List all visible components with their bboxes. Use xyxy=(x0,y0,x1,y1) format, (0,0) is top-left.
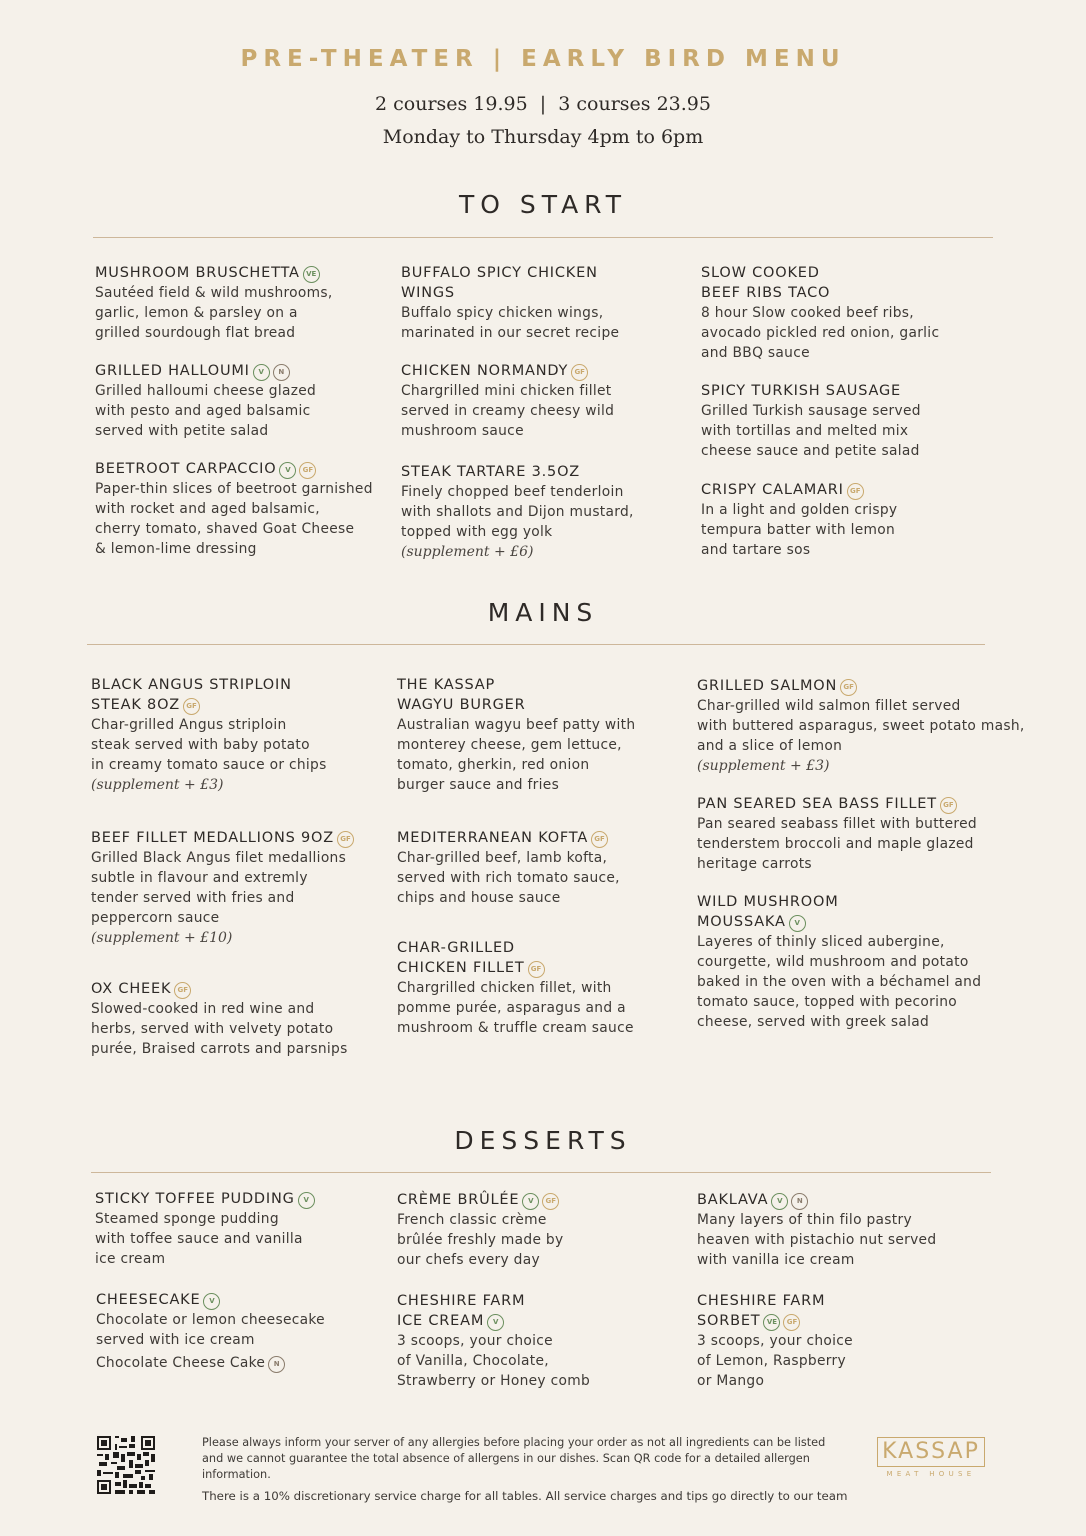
menu-item-name-text: BUFFALO SPICY CHICKEN WINGS xyxy=(401,265,598,301)
gf-badge-icon: GF xyxy=(183,698,200,715)
menu-item xyxy=(697,676,1057,776)
v-badge-icon: V xyxy=(253,364,270,381)
ve-badge-icon: VE xyxy=(303,266,320,283)
menu-item-name xyxy=(91,979,391,999)
v-badge-icon: V xyxy=(203,1293,220,1310)
menu-item-supplement: (supplement + £6) xyxy=(401,544,534,560)
v-badge-icon: V xyxy=(279,462,296,479)
gf-badge-icon: GF xyxy=(783,1314,800,1331)
section-divider xyxy=(91,1172,991,1173)
ve-badge-icon: VE xyxy=(763,1314,780,1331)
menu-item-description: Grilled Black Angus filet medallions subtle in flavour and extremly tender served with fries and peppercorn sauce xyxy=(91,850,347,926)
menu-item xyxy=(96,1290,376,1373)
menu-item-name-text: CHEESECAKE xyxy=(96,1292,201,1308)
menu-item-description: Chargrilled chicken fillet, with pomme purée, asparagus and a mushroom & truffle cream sauce xyxy=(397,980,634,1036)
menu-item-extra-text: Chocolate Cheese Cake xyxy=(96,1355,266,1371)
section-title-starters: TO START xyxy=(458,190,628,219)
menu-item-description: Char-grilled wild salmon fillet served with buttered asparagus, sweet potato mash, and a slice of lemon xyxy=(697,698,1025,754)
kassap-logo xyxy=(877,1437,987,1482)
menu-item-name-text: THE KASSAP WAGYU BURGER xyxy=(397,677,526,713)
menu-item-name xyxy=(95,263,385,283)
menu-item-description: Buffalo spicy chicken wings, marinated in our secret recipe xyxy=(401,305,620,341)
menu-item-name-text: CHESHIRE FARM SORBET xyxy=(697,1293,826,1329)
menu-item-name-text: WILD MUSHROOM MOUSSAKA xyxy=(697,894,839,930)
menu-item-description: 8 hour Slow cooked beef ribs, avocado pickled red onion, garlic and BBQ sauce xyxy=(701,305,940,361)
menu-item-description: Many layers of thin filo pastry heaven with pistachio nut served with vanilla ice cream xyxy=(697,1212,937,1268)
section-title-mains: MAINS xyxy=(487,598,599,627)
menu-item xyxy=(95,459,395,559)
menu-item-description: Grilled halloumi cheese glazed with pesto and aged balsamic served with petite salad xyxy=(95,383,317,439)
allergy-notice: Please always inform your server of any allergies before placing your order as not all ingredients can be listed and we cannot guarantee the total absence of allergens in our dishes. Scan QR code for a detailed allergen information. xyxy=(202,1436,826,1481)
menu-item xyxy=(397,938,697,1038)
menu-item-name xyxy=(95,459,395,479)
menu-item xyxy=(401,263,681,343)
n-badge-icon: N xyxy=(273,364,290,381)
menu-item-name-text: GRILLED SALMON xyxy=(697,678,838,694)
menu-item-extra xyxy=(96,1353,376,1373)
menu-item xyxy=(701,480,991,560)
v-badge-icon: V xyxy=(522,1193,539,1210)
menu-item-description: Finely chopped beef tenderloin with shallots and Dijon mustard, topped with egg yolk xyxy=(401,484,634,540)
menu-item-description: Steamed sponge pudding with toffee sauce and vanilla ice cream xyxy=(95,1211,303,1267)
menu-item-name-text: PAN SEARED SEA BASS FILLET xyxy=(697,796,937,812)
menu-item-name-text: BEETROOT CARPACCIO xyxy=(95,461,277,477)
menu-item-name xyxy=(95,361,385,381)
menu-item-description: Pan seared seabass fillet with buttered tenderstem broccoli and maple glazed heritage carrots xyxy=(697,816,977,872)
n-badge-icon: N xyxy=(268,1356,285,1373)
menu-item-name xyxy=(701,263,991,303)
menu-item xyxy=(91,979,391,1059)
section-divider xyxy=(87,644,985,645)
menu-item-description: Char-grilled beef, lamb kofta, served with rich tomato sauce, chips and house sauce xyxy=(397,850,620,906)
menu-item-description: Chocolate or lemon cheesecake served with ice cream xyxy=(96,1312,325,1348)
menu-item xyxy=(697,1291,977,1391)
menu-item-name-text: CHESHIRE FARM ICE CREAM xyxy=(397,1293,526,1329)
menu-item-name xyxy=(397,828,697,848)
menu-item xyxy=(697,1190,977,1270)
service-charge-notice: There is a 10% discretionary service charge for all tables. All service charges and tips go directly to our team xyxy=(202,1489,848,1503)
menu-item-name xyxy=(96,1290,376,1310)
gf-badge-icon: GF xyxy=(528,961,545,978)
menu-item-name-text: STEAK TARTARE 3.5OZ xyxy=(401,464,581,480)
menu-item-name xyxy=(697,1291,977,1331)
menu-item xyxy=(397,675,697,795)
menu-item-name xyxy=(697,892,1057,932)
menu-prices: 2 courses 19.95 | 3 courses 23.95 xyxy=(375,93,711,115)
menu-item-name-text: GRILLED HALLOUMI xyxy=(95,363,250,379)
menu-item xyxy=(91,828,391,948)
menu-item-name xyxy=(697,676,1057,696)
menu-item xyxy=(397,1190,677,1270)
section-divider xyxy=(93,237,993,238)
menu-item xyxy=(91,675,391,795)
v-badge-icon: V xyxy=(298,1192,315,1209)
menu-item-name xyxy=(701,381,991,401)
menu-item-name-text: CRÈME BRÛLÉE xyxy=(397,1192,520,1208)
menu-item-name xyxy=(697,794,1057,814)
gf-badge-icon: GF xyxy=(571,364,588,381)
menu-item xyxy=(397,1291,677,1391)
menu-item-name xyxy=(401,462,681,482)
menu-item-name xyxy=(697,1190,977,1210)
menu-item-name-text: SLOW COOKED BEEF RIBS TACO xyxy=(701,265,831,301)
menu-item-description: 3 scoops, your choice of Vanilla, Chocolate, Strawberry or Honey comb xyxy=(397,1333,590,1389)
menu-item-name-text: MEDITERRANEAN KOFTA xyxy=(397,830,589,846)
logo-subtitle: MEAT HOUSE xyxy=(886,1470,976,1478)
gf-badge-icon: GF xyxy=(847,483,864,500)
menu-item xyxy=(697,892,1057,1032)
menu-item-name-text: CHAR-GRILLED CHICKEN FILLET xyxy=(397,940,525,976)
menu-item-name xyxy=(95,1189,375,1209)
menu-item-name-text: BLACK ANGUS STRIPLOIN STEAK 8OZ xyxy=(91,677,292,713)
menu-title: PRE-THEATER | EARLY BIRD MENU xyxy=(240,46,846,72)
menu-item-supplement: (supplement + £3) xyxy=(697,758,830,774)
menu-item-description: Sautéed field & wild mushrooms, garlic, lemon & parsley on a grilled sourdough flat bread xyxy=(95,285,333,341)
menu-item xyxy=(397,828,697,908)
menu-item-description: Char-grilled Angus striploin steak served with baby potato in creamy tomato sauce or chips xyxy=(91,717,327,773)
menu-item xyxy=(701,381,991,461)
menu-item-name xyxy=(401,361,681,381)
menu-item-description: French classic crème brûlée freshly made by our chefs every day xyxy=(397,1212,564,1268)
qr-code-icon[interactable] xyxy=(97,1436,155,1494)
menu-days: Monday to Thursday 4pm to 6pm xyxy=(382,126,704,148)
menu-item-name xyxy=(397,1291,677,1331)
menu-item-description: Layeres of thinly sliced aubergine, courgette, wild mushroom and potato baked in the oven with a béchamel and tomato sauce, topped with pecorino cheese, served with greek salad xyxy=(697,934,982,1030)
menu-item xyxy=(697,794,1057,874)
menu-item-description: Paper-thin slices of beetroot garnished with rocket and aged balsamic, cherry tomato, shaved Goat Cheese & lemon-lime dressing xyxy=(95,481,373,557)
gf-badge-icon: GF xyxy=(840,679,857,696)
menu-item-name-text: BAKLAVA xyxy=(697,1192,769,1208)
v-badge-icon: V xyxy=(487,1314,504,1331)
gf-badge-icon: GF xyxy=(299,462,316,479)
menu-item-name xyxy=(701,480,991,500)
menu-item-name xyxy=(401,263,681,303)
menu-item-name xyxy=(397,938,697,978)
menu-item-description: Slowed-cooked in red wine and herbs, served with velvety potato purée, Braised carrots and parsnips xyxy=(91,1001,348,1057)
gf-badge-icon: GF xyxy=(174,982,191,999)
menu-item-name xyxy=(91,675,391,715)
menu-item-name xyxy=(397,1190,677,1210)
menu-item xyxy=(95,361,385,441)
menu-item-name-text: MUSHROOM BRUSCHETTA xyxy=(95,265,300,281)
menu-item-name-text: STICKY TOFFEE PUDDING xyxy=(95,1191,295,1207)
menu-item-name-text: SPICY TURKISH SAUSAGE xyxy=(701,383,901,399)
menu-item-supplement: (supplement + £10) xyxy=(91,930,233,946)
gf-badge-icon: GF xyxy=(542,1193,559,1210)
menu-item-supplement: (supplement + £3) xyxy=(91,777,224,793)
menu-item-name-text: CRISPY CALAMARI xyxy=(701,482,844,498)
menu-item-name xyxy=(91,828,391,848)
menu-item-description: In a light and golden crispy tempura batter with lemon and tartare sos xyxy=(701,502,898,558)
menu-item-name xyxy=(397,675,697,715)
gf-badge-icon: GF xyxy=(940,797,957,814)
menu-item xyxy=(95,263,385,343)
menu-item xyxy=(701,263,991,363)
logo-name: KASSAP xyxy=(877,1437,985,1467)
v-badge-icon: V xyxy=(771,1193,788,1210)
menu-item-name-text: BEEF FILLET MEDALLIONS 9OZ xyxy=(91,830,335,846)
gf-badge-icon: GF xyxy=(591,831,608,848)
menu-item-name-text: OX CHEEK xyxy=(91,981,172,997)
menu-item xyxy=(401,462,681,562)
menu-item xyxy=(401,361,681,441)
n-badge-icon: N xyxy=(791,1193,808,1210)
menu-item-description: Australian wagyu beef patty with monterey cheese, gem lettuce, tomato, gherkin, red onion burger sauce and fries xyxy=(397,717,636,793)
v-badge-icon: V xyxy=(789,915,806,932)
menu-item-description: Grilled Turkish sausage served with tortillas and melted mix cheese sauce and petite salad xyxy=(701,403,921,459)
gf-badge-icon: GF xyxy=(337,831,354,848)
menu-item-description: Chargrilled mini chicken fillet served in creamy cheesy wild mushroom sauce xyxy=(401,383,615,439)
menu-item xyxy=(95,1189,375,1269)
section-title-desserts: DESSERTS xyxy=(454,1126,632,1155)
menu-item-description: 3 scoops, your choice of Lemon, Raspberry or Mango xyxy=(697,1333,853,1389)
menu-item-name-text: CHICKEN NORMANDY xyxy=(401,363,569,379)
